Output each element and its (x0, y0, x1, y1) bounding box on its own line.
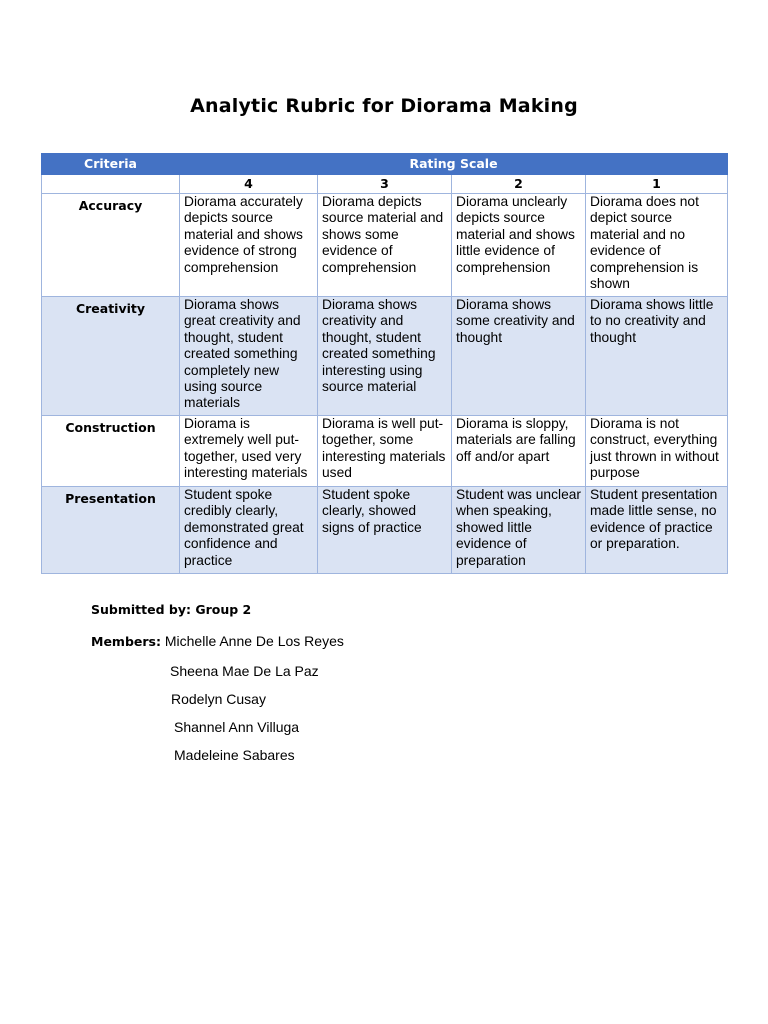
cell-creativity-3: Diorama shows creativity and thought, student created something interesting using source material (318, 297, 452, 416)
cell-construction-1: Diorama is not construct, everything just thrown in without purpose (586, 416, 728, 487)
member-name: Madeleine Sabares (174, 747, 295, 763)
scale-row (42, 175, 728, 194)
criterion-accuracy: Accuracy (42, 194, 180, 297)
cell-construction-2: Diorama is sloppy, materials are falling off and/or apart (452, 416, 586, 487)
cell-presentation-1: Student presentation made little sense, no evidence of practice or preparation. (586, 487, 728, 574)
table-row-accuracy (42, 194, 728, 297)
cell-presentation-3: Student spoke clearly, showed signs of practice (318, 487, 452, 574)
criterion-creativity: Creativity (42, 297, 180, 416)
table-row-creativity (42, 297, 728, 416)
criteria-header: Criteria (42, 154, 180, 175)
cell-presentation-2: Student was unclear when speaking, showed little evidence of preparation (452, 487, 586, 574)
criterion-presentation: Presentation (42, 487, 180, 574)
scale-4: 4 (180, 175, 318, 194)
rating-scale-header: Rating Scale (180, 154, 728, 175)
cell-presentation-4: Student spoke credibly clearly, demonstrated great confidence and practice (180, 487, 318, 574)
cell-construction-3: Diorama is well put-together, some interesting materials used (318, 416, 452, 487)
cell-construction-4: Diorama is extremely well put-together, used very interesting materials (180, 416, 318, 487)
cell-creativity-2: Diorama shows some creativity and thought (452, 297, 586, 416)
scale-1: 1 (586, 175, 728, 194)
cell-accuracy-2: Diorama unclearly depicts source material and shows little evidence of comprehension (452, 194, 586, 297)
scale-3: 3 (318, 175, 452, 194)
member-name: Shannel Ann Villuga (174, 719, 300, 735)
table-row-construction (42, 416, 728, 487)
scale-2: 2 (452, 175, 586, 194)
rubric-table (41, 153, 728, 574)
table-row-presentation (42, 487, 728, 574)
criterion-construction: Construction (42, 416, 180, 487)
members-line (91, 633, 344, 649)
cell-creativity-4: Diorama shows great creativity and thought, student created something completely new using source materials (180, 297, 318, 416)
members-label: Members: (91, 634, 161, 649)
member-name: Michelle Anne De Los Reyes (164, 633, 344, 649)
submitted-by-label: Submitted by: Group 2 (91, 602, 252, 617)
document-title: Analytic Rubric for Diorama Making (190, 95, 578, 117)
member-name: Rodelyn Cusay (171, 691, 266, 707)
scale-empty-cell (42, 175, 180, 194)
cell-accuracy-4: Diorama accurately depicts source material and shows evidence of strong comprehension (180, 194, 318, 297)
member-name: Sheena Mae De La Paz (170, 663, 319, 679)
cell-accuracy-1: Diorama does not depict source material and no evidence of comprehension is shown (586, 194, 728, 297)
cell-accuracy-3: Diorama depicts source material and shows some evidence of comprehension (318, 194, 452, 297)
submitted-by-line (91, 601, 251, 617)
table-header-row (42, 154, 728, 175)
cell-creativity-1: Diorama shows little to no creativity and thought (586, 297, 728, 416)
